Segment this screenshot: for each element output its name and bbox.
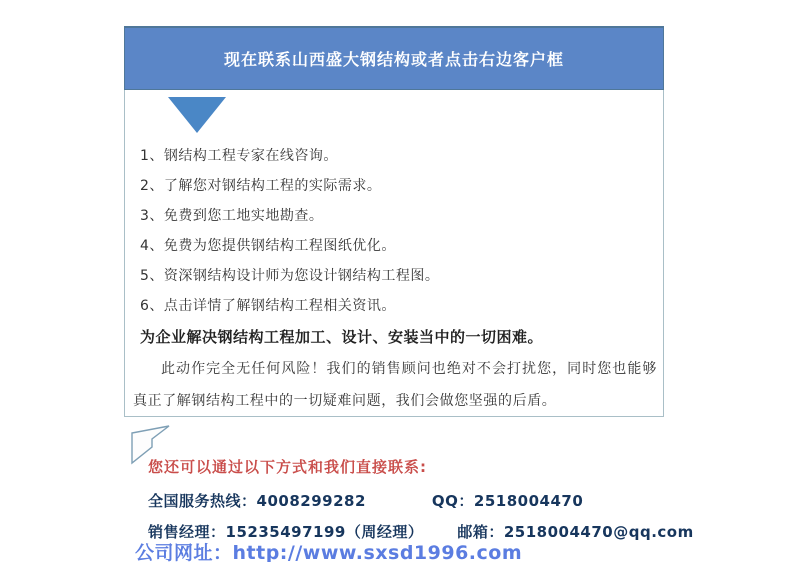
- hotline-value: 4008299282: [256, 492, 366, 510]
- steps-list: [125, 141, 663, 321]
- contact-banner: [124, 26, 664, 90]
- list-item: 4、免费为您提供钢结构工程图纸优化。: [140, 238, 396, 254]
- website-link[interactable]: http://www.sxsd1996.com: [232, 542, 523, 562]
- manager-label: 销售经理：: [148, 523, 226, 541]
- risk-free-note: 此动作完全无任何风险！我们的销售顾问也绝对不会打扰您，同时您也能够真正了解钢结构工程中的一切疑难问题，我们会做您坚强的后盾。: [133, 361, 657, 409]
- qq-label: QQ：: [431, 492, 474, 510]
- list-item: 2、了解您对钢结构工程的实际需求。: [140, 178, 382, 194]
- website-row: [135, 538, 522, 562]
- email-label: 邮箱：: [457, 523, 504, 541]
- hotline-label: 全国服务热线：: [148, 492, 257, 510]
- email-value: 2518004470@qq.com: [503, 523, 694, 541]
- qq-value: 2518004470: [473, 492, 584, 510]
- list-item: 5、资深钢结构设计师为您设计钢结构工程图。: [140, 268, 440, 284]
- list-item: 3、免费到您工地实地勘查。: [140, 208, 324, 224]
- highlight-statement: 为企业解决钢结构工程加工、设计、安装当中的一切困难。: [140, 328, 544, 346]
- banner-title: 现在联系山西盛大钢结构或者点击右边客户框: [223, 50, 564, 69]
- contact-row-hotline: [148, 490, 583, 511]
- steps-box: [124, 90, 664, 417]
- contact-intro-text: 您还可以通过以下方式和我们直接联系:: [148, 458, 428, 476]
- list-item: 6、点击详情了解钢结构工程相关资讯。: [140, 298, 396, 314]
- list-item: 1、钢结构工程专家在线咨询。: [140, 148, 338, 164]
- triangle-down-icon: [168, 97, 226, 133]
- website-label: 公司网址：: [135, 542, 233, 562]
- manager-value: 15235497199（周经理）: [225, 523, 424, 541]
